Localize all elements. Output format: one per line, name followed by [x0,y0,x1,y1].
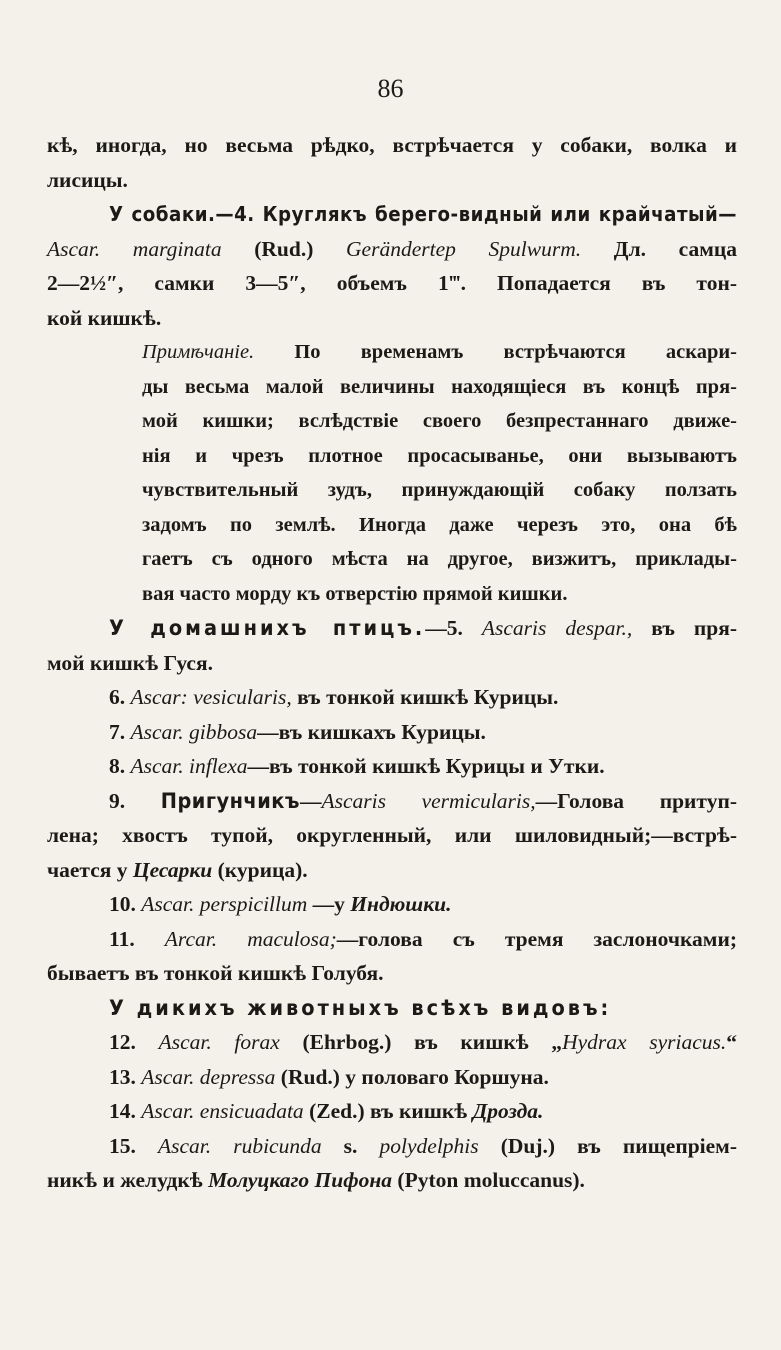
section-heading-dogs: У собаки.—4. Круглякъ берего-видный или крайчатый— [109,202,737,226]
list-item: 7. Ascar. gibbosa—въ кишкахъ Курицы. [109,719,486,744]
text-line: лисицы. [47,167,128,192]
note-line: ды весьма малой величины находящіеся въ концѣ пря- [142,375,737,398]
list-item: 8. Ascar. inflexa—въ тонкой кишкѣ Курицы и Утки. [109,754,605,778]
list-item: 13. Ascar. depressa (Rud.) у половаго Коршуна. [109,1064,549,1089]
page-text [47,128,737,1198]
list-item: 12. Ascar. forax (Ehrbog.) въ кишкѣ „Hydrax syriacus.“ [109,1030,738,1054]
note-line: чувствительный зудъ, принуждающій собаку ползать [142,479,737,501]
list-item: 11. Arcar. maculosa;—голова съ тремя заслоночками; [109,926,737,951]
section-heading-wild-animals: У дикихъ животныхъ всѣхъ видовъ: [109,995,612,1021]
text-line: кѣ, иногда, но весьма рѣдко, встрѣчается у собаки, волка и [47,133,737,157]
text-line: лена; хвостъ тупой, округленный, или шиловидный;—встрѣ- [47,823,737,847]
list-item: 15. Ascar. rubicunda s. polydelphis (Duj.) въ пищепріем- [109,1133,737,1158]
note-line: нія и чрезъ плотное просасыванье, они вызываютъ [142,444,737,467]
note-line: гаетъ съ одного мѣста на другое, визжитъ, приклады- [142,548,737,570]
text-line: бываетъ въ тонкой кишкѣ Голубя. [47,961,384,985]
text-line: Ascar. marginata (Rud.) Gerändertер Spulwurm. Дл. самца [47,236,737,261]
list-item: 9. Пригунчикъ—Ascaris vermicularis,—Голова притуп- [109,788,737,814]
note-line: Примѣчаніе. По временамъ встрѣчаются аскари- [142,341,737,363]
note-line: мой кишки; вслѣдствіе своего безпрестаннаго движе- [142,410,737,432]
text-line: чается у Цесарки (курица). [47,857,308,882]
text-line: мой кишкѣ Гуся. [47,650,213,675]
list-item: 14. Ascar. ensicuadata (Zed.) въ кишкѣ Дрозда. [109,1099,544,1123]
text-line: кой кишкѣ. [47,305,162,330]
note-line: вая часто морду къ отверстію прямой кишки. [142,582,568,605]
note-line: задомъ по землѣ. Иногда даже черезъ это, она бѣ [142,513,737,536]
text-line: никѣ и желудкѣ Молуцкаго Пифона (Pyton moluccanus). [47,1168,585,1192]
text-line: 2—2½″, самки 3—5″, объемъ 1‴. Попадается въ тон- [47,271,737,295]
list-item: 10. Ascar. perspicillum —у Индюшки. [109,892,452,916]
section-heading-poultry: У домашнихъ птицъ.—5. Ascaris despar., въ пря- [109,616,738,641]
list-item: 6. Ascar: vesicularis, въ тонкой кишкѣ Курицы. [109,685,559,709]
page-number: 86 [377,74,404,103]
